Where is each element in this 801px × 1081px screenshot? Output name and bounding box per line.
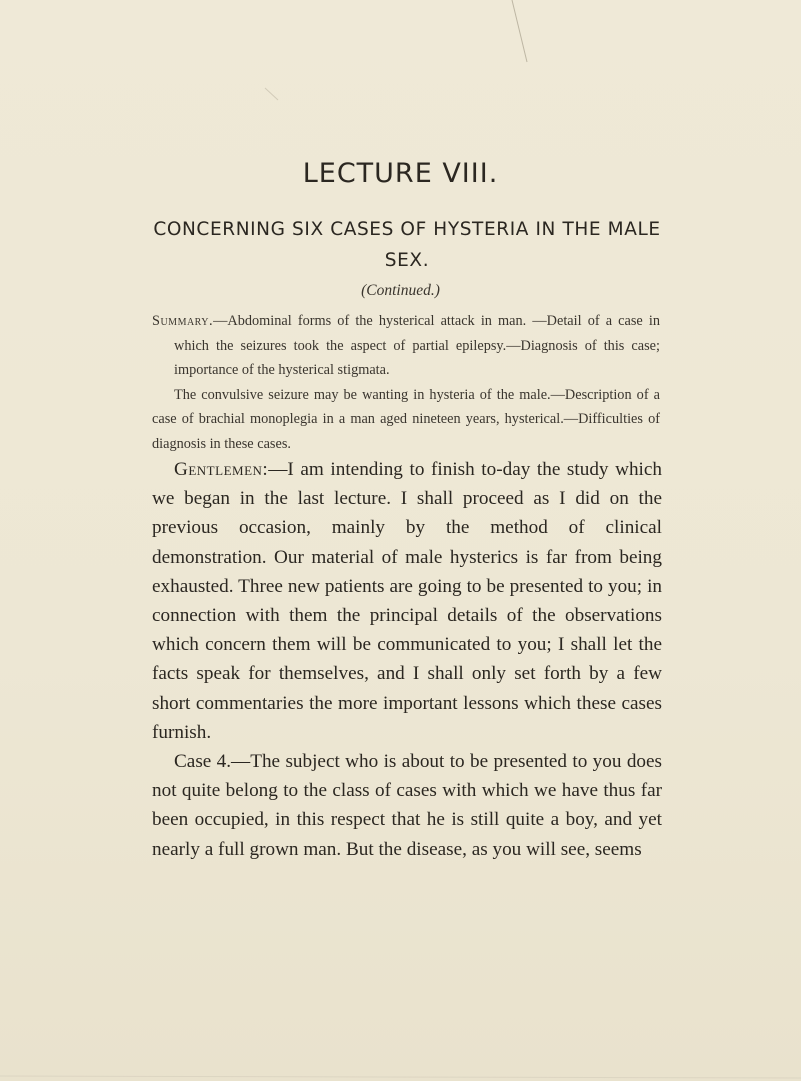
body-paragraph-1-text: —I am intending to finish to-day the study which we began in the last lecture. I shall proceed as I did on the previous occasion, mainly by the method of clinical demonstration. Our material of male hysterics is far from being exhausted. Three new patients are going to be presented to you; in connection with them the principal details of the observations which concern them will be communicated to you; I shall let the facts speak for themselves, and I shall only set forth by a few short commentaries the more important lessons which these cases furnish. (152, 459, 662, 743)
lecture-body (152, 455, 662, 864)
body-paragraph-2: Case 4.—The subject who is about to be presented to you does not quite belong to the class of cases with which we have thus far been occupied, in this respect that he is still quite a boy, and yet nearly a full grown man. But the disease, as you will see, seems (152, 751, 662, 860)
summary-label: Summary. (152, 313, 214, 329)
continued-note: (Continued.) (361, 282, 440, 299)
salutation: Gentlemen: (174, 459, 269, 480)
summary-paragraph-2: The convulsive seizure may be wanting in hysteria of the male.—Description of a case of brachial monoplegia in a man aged nineteen years, hysterical.—Difficulties of diagnosis in these cases. (152, 386, 660, 452)
summary-text-1: —Abdominal forms of the hysterical attack in man. —Detail of a case in which the seizures took the aspect of partial epilepsy.—Diagnosis of this case; importance of the hysterical stigmata. (174, 313, 660, 378)
body-paragraph-1 (152, 455, 662, 747)
lecture-subtitle: CONCERNING SIX CASES OF HYSTERIA IN THE MALE SEX. (153, 219, 661, 271)
summary-block (152, 309, 660, 456)
summary-paragraph (152, 309, 660, 383)
lecture-title: LECTURE VIII. (302, 158, 499, 189)
